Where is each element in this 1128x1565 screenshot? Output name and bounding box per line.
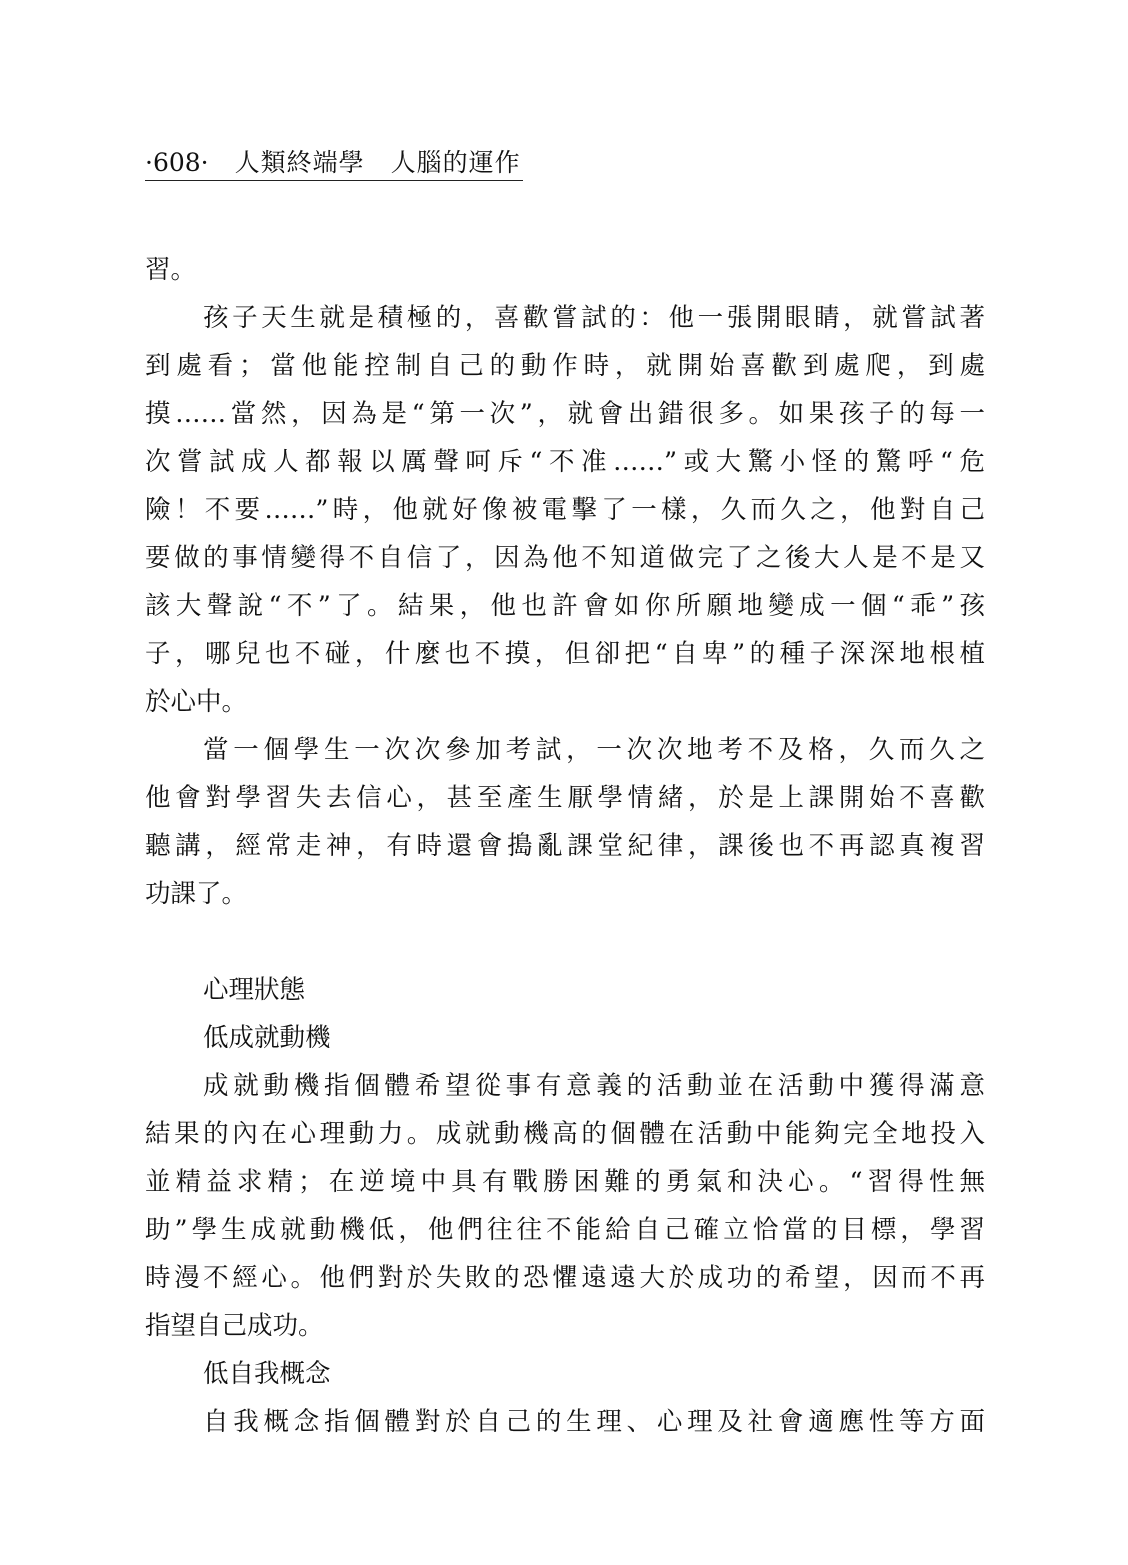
text-line: 險！不要……”時，他就好像被電擊了一樣，久而久之，他對自己 bbox=[145, 495, 985, 525]
text-line: 要做的事情變得不自信了，因為他不知道做完了之後大人是不是又 bbox=[145, 543, 985, 573]
text-line: 指望自己成功。 bbox=[145, 1311, 324, 1341]
text-line: 於心中。 bbox=[145, 687, 248, 717]
text-line: 當一個學生一次次參加考試，一次次地考不及格，久而久之 bbox=[203, 735, 985, 765]
chapter-title: 人腦的運作 bbox=[390, 148, 521, 177]
text-line: 功課了。 bbox=[145, 879, 248, 909]
text-line: 自我概念指個體對於自己的生理、心理及社會適應性等方面 bbox=[203, 1407, 985, 1437]
text-line: 成就動機指個體希望從事有意義的活動並在活動中獲得滿意 bbox=[203, 1071, 985, 1101]
subsection-heading: 低成就動機 bbox=[203, 1023, 331, 1053]
book-title: 人類終端學 bbox=[234, 148, 365, 177]
text-line: 習。 bbox=[145, 255, 197, 285]
text-line: 聽講，經常走神，有時還會搗亂課堂紀律，課後也不再認真複習 bbox=[145, 831, 985, 861]
text-line: 他會對學習失去信心，甚至產生厭學情緒，於是上課開始不喜歡 bbox=[145, 783, 985, 813]
body-text bbox=[145, 246, 985, 1446]
text-line: 並精益求精；在逆境中具有戰勝困難的勇氣和決心。“習得性無 bbox=[145, 1167, 985, 1197]
running-header bbox=[145, 146, 523, 181]
text-line: 孩子天生就是積極的，喜歡嘗試的：他一張開眼睛，就嘗試著 bbox=[203, 303, 985, 333]
text-line: 該大聲說“不”了。結果，他也許會如你所願地變成一個“乖”孩 bbox=[145, 591, 985, 621]
text-line: 到處看；當他能控制自己的動作時，就開始喜歡到處爬，到處 bbox=[145, 351, 985, 381]
page-number: ·608· bbox=[145, 148, 209, 177]
subsection-heading: 低自我概念 bbox=[203, 1359, 331, 1389]
section-heading: 心理狀態 bbox=[203, 975, 306, 1005]
text-line: 時漫不經心。他們對於失敗的恐懼遠遠大於成功的希望，因而不再 bbox=[145, 1263, 985, 1293]
text-line: 次嘗試成人都報以厲聲呵斥“不准……”或大驚小怪的驚呼“危 bbox=[145, 447, 985, 477]
text-line: 助”學生成就動機低，他們往往不能給自己確立恰當的目標，學習 bbox=[145, 1215, 985, 1245]
text-line: 子，哪兒也不碰，什麼也不摸，但卻把“自卑”的種子深深地根植 bbox=[145, 639, 985, 669]
text-line: 結果的內在心理動力。成就動機高的個體在活動中能夠完全地投入 bbox=[145, 1119, 985, 1149]
text-line: 摸……當然，因為是“第一次”，就會出錯很多。如果孩子的每一 bbox=[145, 399, 985, 429]
